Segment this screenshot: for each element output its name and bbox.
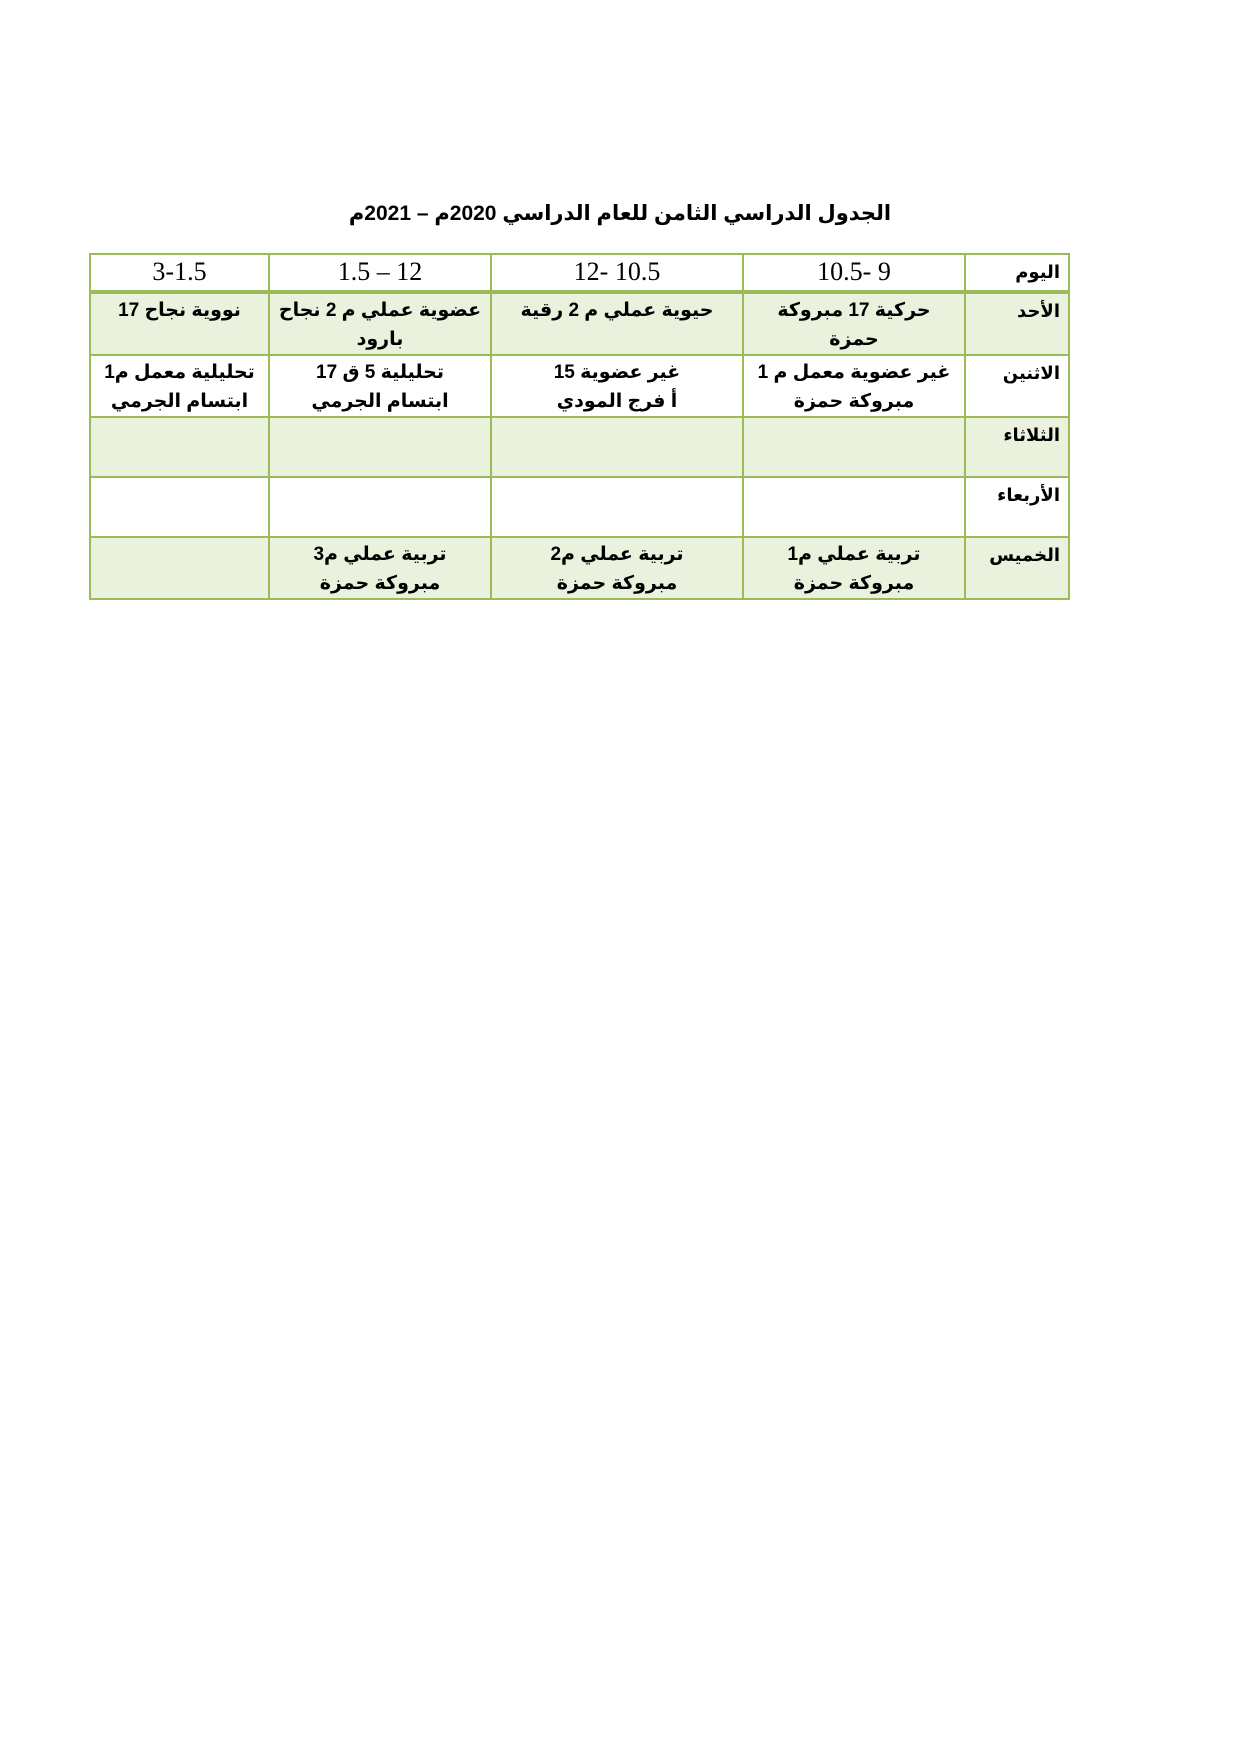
day-label: الاثنين: [965, 355, 1069, 417]
time-slot-header: 10.5- 9: [743, 254, 965, 292]
class-line: تحليلية 5 ق 17: [316, 362, 444, 383]
table-row: [90, 477, 1069, 537]
empty-class-cell: [90, 477, 269, 537]
class-line: تربية عملي م2: [550, 544, 684, 565]
empty-class-cell: [269, 417, 491, 477]
class-cell: [269, 292, 491, 355]
day-label: الثلاثاء: [965, 417, 1069, 477]
class-line: حركية 17 مبروكة حمزة: [777, 300, 931, 350]
class-cell: [269, 355, 491, 417]
class-line: مبروكة حمزة: [793, 573, 915, 594]
class-cell: [491, 292, 743, 355]
class-cell: [491, 537, 743, 599]
empty-class-cell: [743, 477, 965, 537]
class-line: نووية نجاح 17: [118, 300, 241, 321]
class-line: مبروكة حمزة: [556, 573, 678, 594]
class-line: ابتسام الجرمي: [311, 391, 449, 412]
class-line: مبروكة حمزة: [319, 573, 441, 594]
class-line: تربية عملي م1: [787, 544, 921, 565]
day-column-header: اليوم: [965, 254, 1069, 292]
day-label: الأربعاء: [965, 477, 1069, 537]
table-row: [90, 292, 1069, 355]
class-line: غير عضوية معمل م 1: [757, 362, 951, 383]
time-slot-header: 12- 10.5: [491, 254, 743, 292]
class-line: مبروكة حمزة: [793, 391, 915, 412]
class-cell: [743, 537, 965, 599]
empty-class-cell: [90, 537, 269, 599]
time-slot-header: 1.5 – 12: [269, 254, 491, 292]
class-cell: [743, 292, 965, 355]
table-row: [90, 537, 1069, 599]
class-line: أ فرج المودي: [556, 391, 678, 412]
empty-class-cell: [269, 477, 491, 537]
class-line: تحليلية معمل م1: [104, 362, 255, 383]
time-slot-header: 3-1.5: [90, 254, 269, 292]
class-cell: [269, 537, 491, 599]
class-cell: [743, 355, 965, 417]
header-row: [90, 254, 1069, 292]
class-cell: [90, 292, 269, 355]
class-cell: [491, 355, 743, 417]
empty-class-cell: [491, 477, 743, 537]
schedule-table: [89, 253, 1070, 600]
class-cell: [90, 355, 269, 417]
day-label: الخميس: [965, 537, 1069, 599]
class-line: تربية عملي م3: [313, 544, 447, 565]
page-title: الجدول الدراسي الثامن للعام الدراسي 2020م – 2021م: [348, 202, 892, 225]
table-row: [90, 417, 1069, 477]
empty-class-cell: [491, 417, 743, 477]
class-line: حيوية عملي م 2 رقية: [520, 300, 714, 321]
table-row: [90, 355, 1069, 417]
empty-class-cell: [743, 417, 965, 477]
class-line: بارود: [356, 329, 404, 350]
day-label: الأحد: [965, 292, 1069, 355]
class-line: ابتسام الجرمي: [110, 391, 249, 412]
empty-class-cell: [90, 417, 269, 477]
class-line: غير عضوية 15: [553, 362, 681, 383]
class-line: عضوية عملي م 2 نجاح: [278, 300, 482, 321]
